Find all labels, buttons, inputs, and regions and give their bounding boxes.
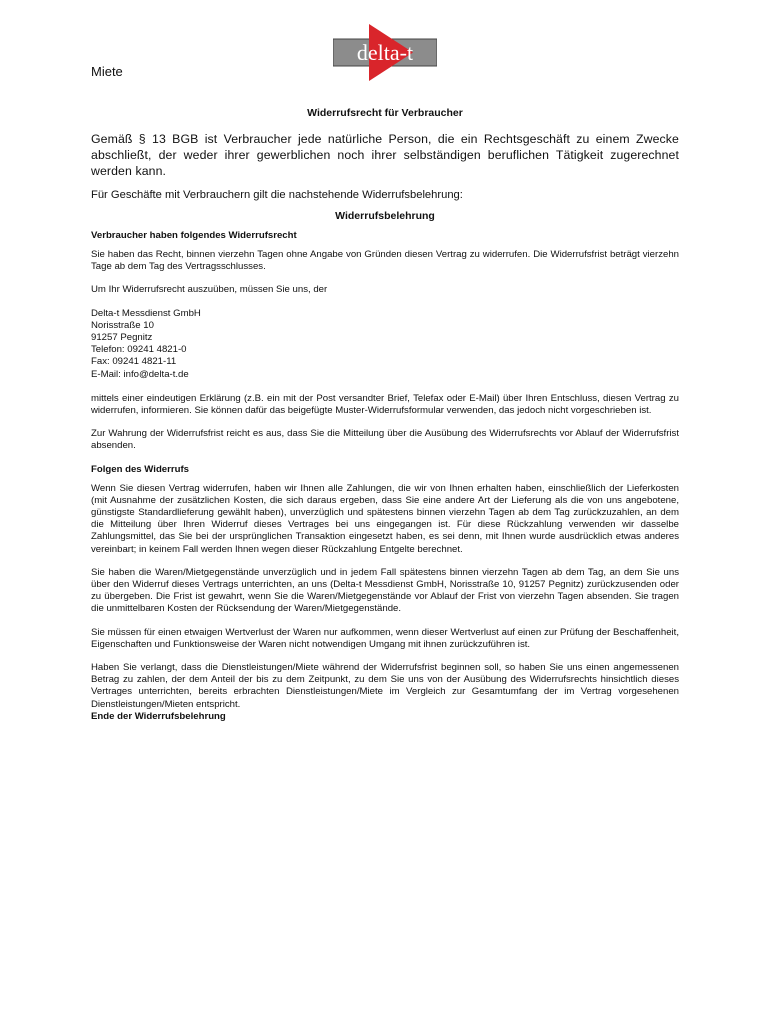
delta-t-logo (333, 24, 437, 81)
section-heading-right: Verbraucher haben folgendes Widerrufsrecht (91, 230, 297, 241)
address-city: 91257 Pegnitz (91, 332, 153, 344)
end-note: Ende der Widerrufsbelehrung (91, 710, 226, 722)
address-phone: Telefon: 09241 4821-0 (91, 344, 187, 356)
paragraph-declaration: mittels einer eindeutigen Erklärung (z.B. ein mit der Post versandter Brief, Telefax oder E-Mail) über Ihren Entschluss, diesen Vertrag zu widerrufen, informieren. Sie können dafür das beigefügte Muster-Widerrufsformular verwenden, das jedoch nicht vorgeschrieben ist. (91, 392, 679, 417)
paragraph-refund: Wenn Sie diesen Vertrag widerrufen, haben wir Ihnen alle Zahlungen, die wir von Ihnen erhalten haben, einschließlich der Lieferkosten (mit Ausnahme der zusätzlichen Kosten, die sich daraus ergeben, dass Sie eine andere Art der Lieferung als die von uns angebotene, günstigste Standardlieferung gewählt haben), unverzüglich und spätestens binnen vierzehn Tagen ab dem Tag zurückzuzahlen, an dem die Mitteilung über Ihren Widerruf dieses Vertrages bei uns eingegangen ist. Für diese Rückzahlung verwenden wir dasselbe Zahlungsmittel, das Sie bei der ursprünglichen Transaktion eingesetzt haben, es sei denn, mit Ihnen wurde ausdrücklich etwas anderes vereinbart; in keinem Fall werden Ihnen wegen dieser Rückzahlung Entgelte berechnet. (91, 482, 679, 555)
logo-text: delta-t (356, 40, 414, 65)
section-title: Widerrufsbelehrung (335, 210, 435, 222)
paragraph-services: Haben Sie verlangt, dass die Dienstleistungen/Miete während der Widerrufsfrist beginnen soll, so haben Sie uns einen angemessenen Betrag zu zahlen, der dem Anteil der bis zu dem Zeitpunkt, zu dem Sie uns von der Ausübung des Widerrufsrechts hinsichtlich dieses Vertrages unterrichten, bereits erbrachten Dienstleistungen/Miete im Vergleich zur Gesamtumfang der im Vertrag vorgesehenen Dienstleistungen/Mieten entspricht. (91, 662, 679, 710)
intro-paragraph: Gemäß § 13 BGB ist Verbraucher jede natürliche Person, die ein Rechtsgeschäft zu einem Zwecke abschließt, der weder ihrer gewerblichen noch ihrer selbständigen beruflichen Tätigkeit zugerechnet werden kann. (91, 132, 679, 178)
address-fax: Fax: 09241 4821-11 (91, 356, 177, 368)
paragraph-value-loss: Sie müssen für einen etwaigen Wertverlust der Waren nur aufkommen, wenn dieser Wertverlust auf einen zur Prüfung der Beschaffenheit, Eigenschaften und Funktionsweise der Waren nicht notwendigen Umgang mit ihnen zurückzuführen ist. (91, 626, 679, 650)
section-heading-consequences: Folgen des Widerrufs (91, 463, 189, 475)
paragraph-right: Sie haben das Recht, binnen vierzehn Tagen ohne Angabe von Gründen diesen Vertrag zu widerrufen. Die Widerrufsfrist beträgt vierzehn Tage ab dem Tag des Vertragsschlusses. (91, 249, 679, 273)
paragraph-exercise: Um Ihr Widerrufsrecht auszuüben, müssen Sie uns, der (91, 284, 328, 296)
document-title: Widerrufsrecht für Verbraucher (307, 107, 463, 119)
document-kind: Miete (91, 64, 123, 79)
address-email: E-Mail: info@delta-t.de (91, 368, 189, 380)
intro-note: Für Geschäfte mit Verbrauchern gilt die nachstehende Widerrufsbelehrung: (91, 189, 463, 201)
address-company: Delta-t Messdienst GmbH (91, 307, 201, 319)
logo-graphic (333, 24, 437, 81)
address-street: Norisstraße 10 (91, 319, 154, 331)
document-body (91, 107, 679, 722)
paragraph-deadline: Zur Wahrung der Widerrufsfrist reicht es aus, dass Sie die Mitteilung über die Ausübung des Widerrufsrechts vor Ablauf der Widerrufsfrist absenden. (91, 428, 679, 452)
company-address (91, 308, 679, 381)
paragraph-return: Sie haben die Waren/Mietgegenstände unverzüglich und in jedem Fall spätestens binnen vierzehn Tagen ab dem Tag, an dem Sie uns über den Widerruf dieses Vertrags unterrichten, an uns (Delta-t Messdienst GmbH, Norisstraße 10, 91257 Pegnitz) zurückzusenden oder zu übergeben. Die Frist ist gewahrt, wenn Sie die Waren/Mietgegenstände vor Ablauf der Frist von vierzehn Tagen absenden. Sie tragen die unmittelbaren Kosten der Rücksendung der Waren/Mietgegenstände. (91, 566, 679, 615)
